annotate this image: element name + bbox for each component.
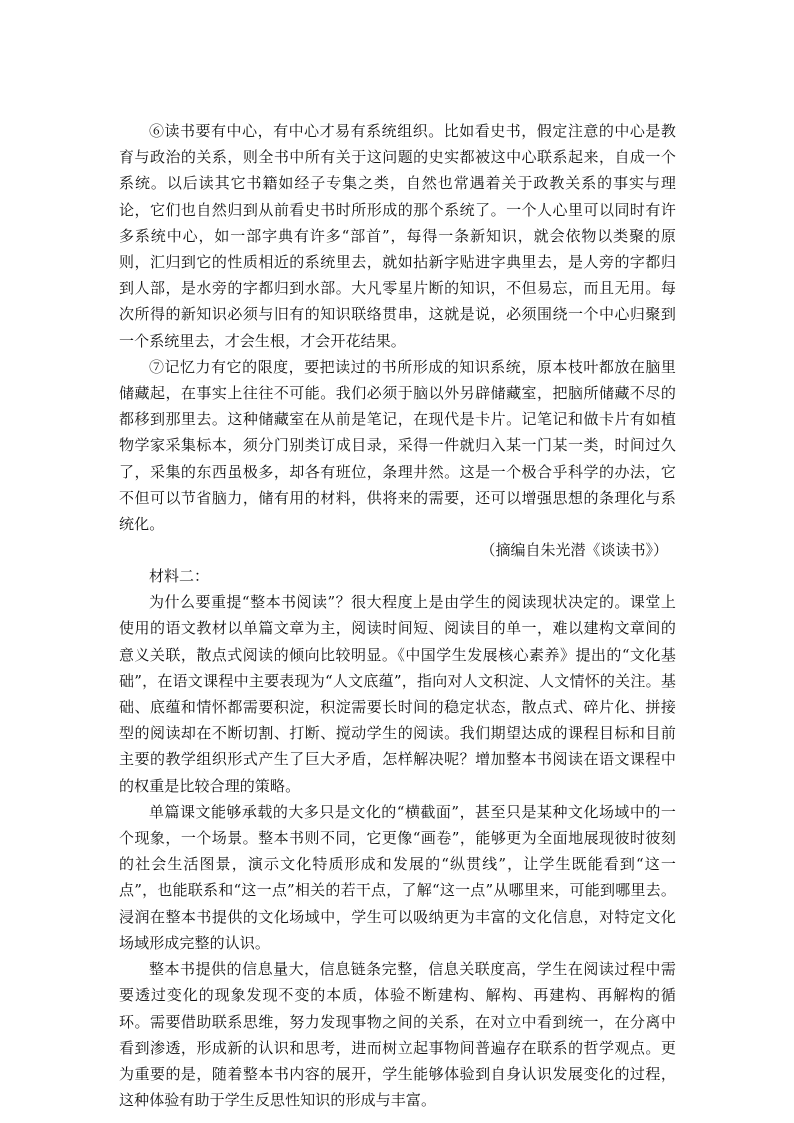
- paragraph-7: ⑦记忆力有它的限度，要把读过的书所形成的知识系统，原本枝叶都放在脑里储藏起，在事实上往往不可能。我们必须于脑以外另辟储藏室，把脑所储藏不尽的都移到那里去。这种储藏室在从前是笔记，在现代是卡片。记笔记和做卡片有如植物学家采集标本，须分门别类订成目录，采得一件就归入某一门某一类，时间过久了，采集的东西虽极多，却各有班位，条理井然。这是一个极合乎科学的办法，它不但可以节省脑力，储有用的材料，供将来的需要，还可以增强思想的条理化与系统化。: [119, 357, 676, 534]
- source-citation: （摘编自朱光潜《谈读书》）: [480, 541, 668, 560]
- material-two-paragraph-2: 单篇课文能够承载的大多只是文化的“横截面”，甚至只是某种文化场域中的一个现象，一个场景。整本书则不同，它更像“画卷”，能够更为全面地展现彼时彼刻的社会生活图景，演示文化特质形成和发展的“纵贯线”，让学生既能看到“这一点”，也能联系和“这一点”相关的若干点，了解“这一点”从哪里来，可能到哪里去。浸润在整本书提供的文化场域中，学生可以吸纳更为丰富的文化信息，对特定文化场域形成完整的认识。: [119, 802, 676, 952]
- material-two-paragraph-1: 为什么要重提“整本书阅读”？很大程度上是由学生的阅读现状决定的。课堂上使用的语文教材以单篇文章为主，阅读时间短、阅读目的单一，难以建构文章间的意义关联，散点式阅读的倾向比较明显。《中国学生发展核心素养》提出的“文化基础”，在语文课程中主要表现为“人文底蕴”，指向对人文积淀、人文情怀的关注。基础、底蕴和情怀都需要积淀，积淀需要长时间的稳定状态，散点式、碎片化、拼接型的阅读却在不断切割、打断、搅动学生的阅读。我们期望达成的课程目标和目前主要的教学组织形式产生了巨大矛盾，怎样解决呢？增加整本书阅读在语文课程中的权重是比较合理的策略。: [119, 593, 676, 795]
- paragraph-6: ⑥读书要有中心，有中心才易有系统组织。比如看史书，假定注意的中心是教育与政治的关系，则全书中所有关于这问题的史实都被这中心联系起来，自成一个系统。以后读其它书籍如经子专集之类，自然也常遇着关于政教关系的事实与理论，它们也自然归到从前看史书时所形成的那个系统了。一个人心里可以同时有许多系统中心，如一部字典有许多“部首”，每得一条新知识，就会依物以类聚的原则，汇归到它的性质相近的系统里去，就如拈新字贴进字典里去，是人旁的字都归到人部，是水旁的字都归到水部。大凡零星片断的知识，不但易忘，而且无用。每次所得的新知识必须与旧有的知识联络贯串，这就是说，必须围绕一个中心归聚到一个系统里去，才会生根，才会开花结果。: [119, 122, 676, 350]
- document-page: [119, 118, 676, 1113]
- material-two-heading: 材料二：: [149, 567, 210, 586]
- material-two-paragraph-3: 整本书提供的信息量大，信息链条完整，信息关联度高，学生在阅读过程中需要透过变化的现象发现不变的本质，体验不断建构、解构、再建构、再解构的循环。需要借助联系思维，努力发现事物之间的关系，在对立中看到统一，在分离中看到渗透，形成新的认识和思考，进而树立起事物间普遍存在联系的哲学观点。更为重要的是，随着整本书内容的展开，学生能够体验到自身认识发展变化的过程，这种体验有助于学生反思性知识的形成与丰富。: [119, 960, 676, 1110]
